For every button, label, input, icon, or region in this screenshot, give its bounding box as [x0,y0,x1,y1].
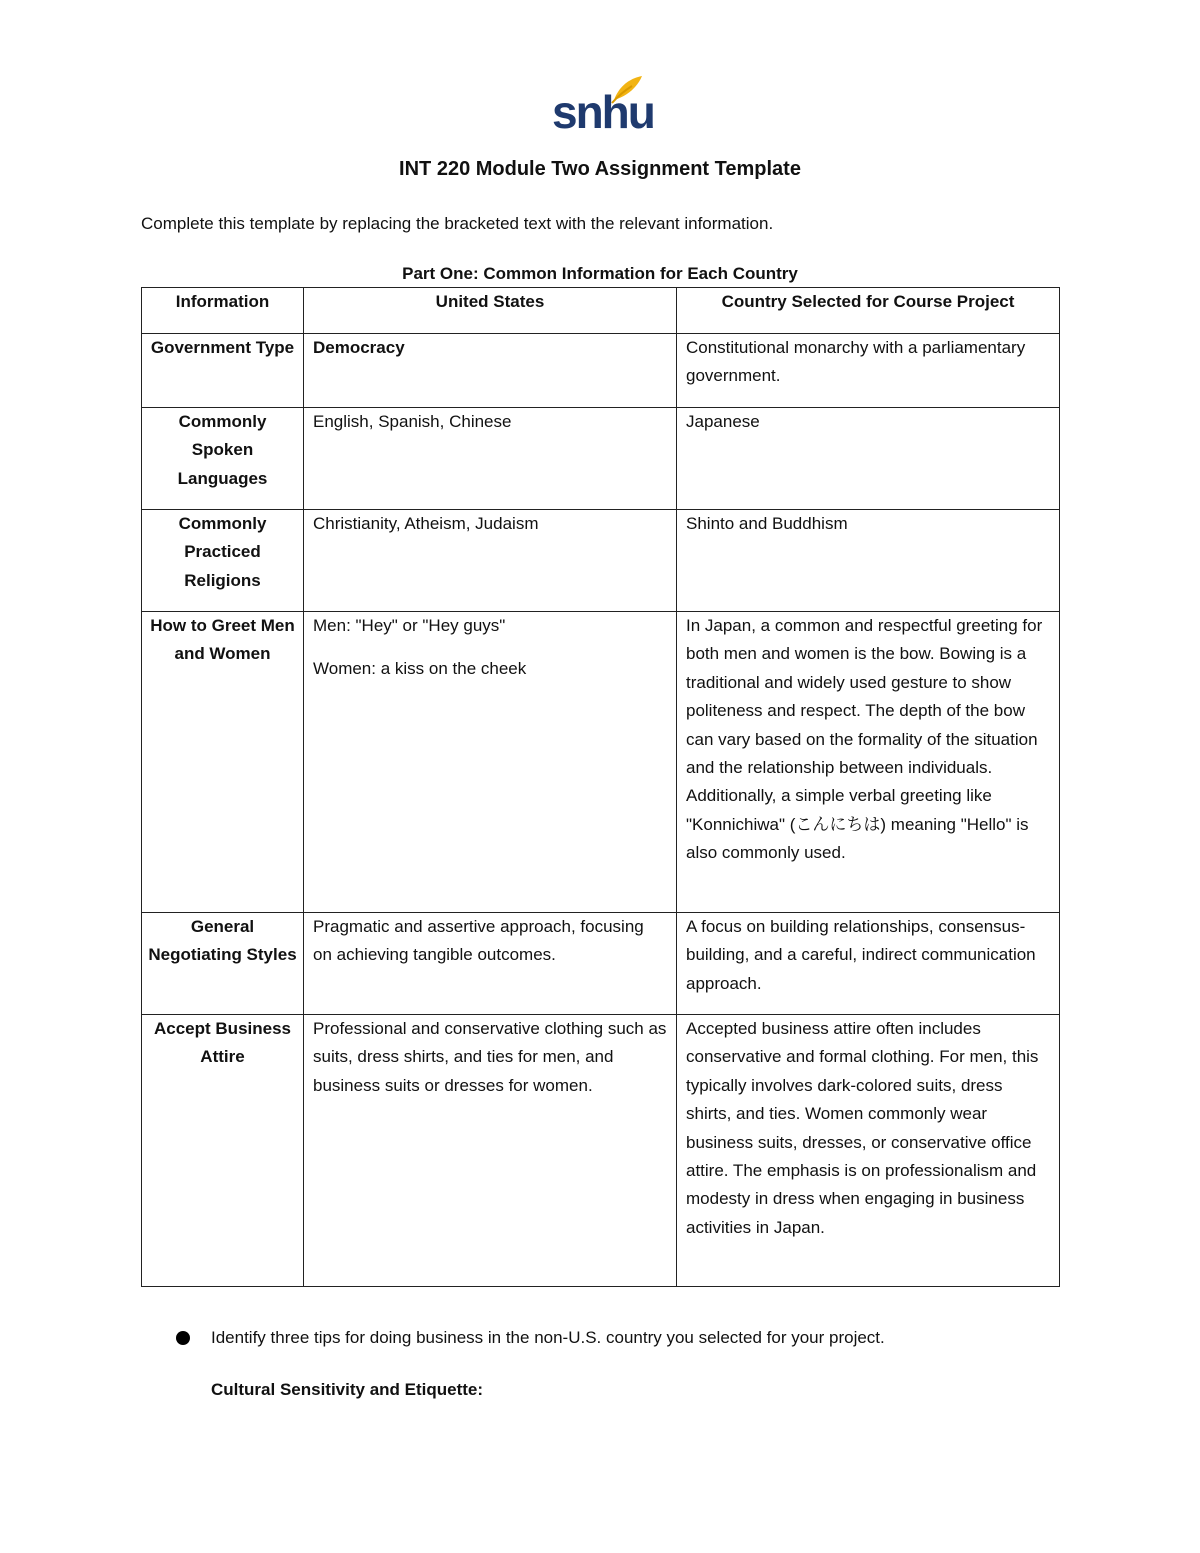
country-value: In Japan, a common and respectful greeting for both men and women is the bow. Bowing is a traditional and widely used gesture to show politeness and respect. The depth of the bow can vary based on the formality of the situation and the relationship between individuals. Additionally, a simple verbal greeting like "Konnichiwa" (こんにちは) meaning "Hello" is also commonly used. [686,616,1043,863]
logo-text: snhu [552,86,654,138]
country-info-table [141,287,1060,1287]
table-row [142,913,1060,1015]
us-cell [304,913,677,1015]
snhu-logo [552,74,654,138]
us-value: Men: "Hey" or "Hey guys" [313,616,506,635]
country-value: Accepted business attire often includes conservative and formal clothing. For men, this typically involves dark-colored suits, dress shirts, and ties. Women commonly wear business suits, dresses, or conservative office attire. The emphasis is on professionalism and modesty in dress when engaging in business activities in Japan. [686,1019,1039,1237]
country-value: Constitutional monarchy with a parliamentary government. [686,338,1026,386]
table-row [142,510,1060,612]
header-information: Information [142,288,304,334]
bullet-dot-icon [176,1331,190,1345]
country-value: A focus on building relationships, consensus-building, and a careful, indirect communication approach. [686,917,1036,993]
row-label: Government Type [142,334,304,408]
us-value: English, Spanish, Chinese [313,412,512,431]
paragraph-gap [313,640,667,655]
bullet-text: Identify three tips for doing business in the non-U.S. country you selected for your project. [211,1328,885,1347]
row-label: Accept Business Attire [142,1015,304,1287]
country-cell [677,612,1060,913]
country-value: Shinto and Buddhism [686,514,848,533]
us-cell [304,408,677,510]
us-cell [304,334,677,408]
part-one-title: Part One: Common Information for Each Country [402,264,798,283]
instructions-text: Complete this template by replacing the bracketed text with the relevant information. [141,214,774,233]
table-row [142,408,1060,510]
row-label: Commonly Spoken Languages [142,408,304,510]
us-value: Christianity, Atheism, Judaism [313,514,539,533]
bullet-item [176,1326,885,1350]
country-value: Japanese [686,412,760,431]
country-cell [677,1015,1060,1287]
cultural-sensitivity-heading: Cultural Sensitivity and Etiquette: [211,1380,484,1399]
row-label: How to Greet Men and Women [142,612,304,913]
us-value: Women: a kiss on the cheek [313,659,527,679]
us-value: Pragmatic and assertive approach, focusing on achieving tangible outcomes. [313,917,644,965]
table-row [142,612,1060,913]
country-cell [677,334,1060,408]
country-cell [677,408,1060,510]
us-value: Democracy [313,338,405,357]
country-cell [677,913,1060,1015]
document-title: INT 220 Module Two Assignment Template [399,158,801,180]
us-cell [304,1015,677,1287]
us-cell [304,612,677,913]
row-label: General Negotiating Styles [142,913,304,1015]
table-row [142,1015,1060,1287]
us-value: Professional and conservative clothing such as suits, dress shirts, and ties for men, and business suits or dresses for women. [313,1019,667,1095]
header-selected-country: Country Selected for Course Project [677,288,1060,334]
table-row [142,334,1060,408]
row-label: Commonly Practiced Religions [142,510,304,612]
us-cell [304,510,677,612]
country-cell [677,510,1060,612]
header-united-states: United States [304,288,677,334]
table-header-row [142,288,1060,334]
